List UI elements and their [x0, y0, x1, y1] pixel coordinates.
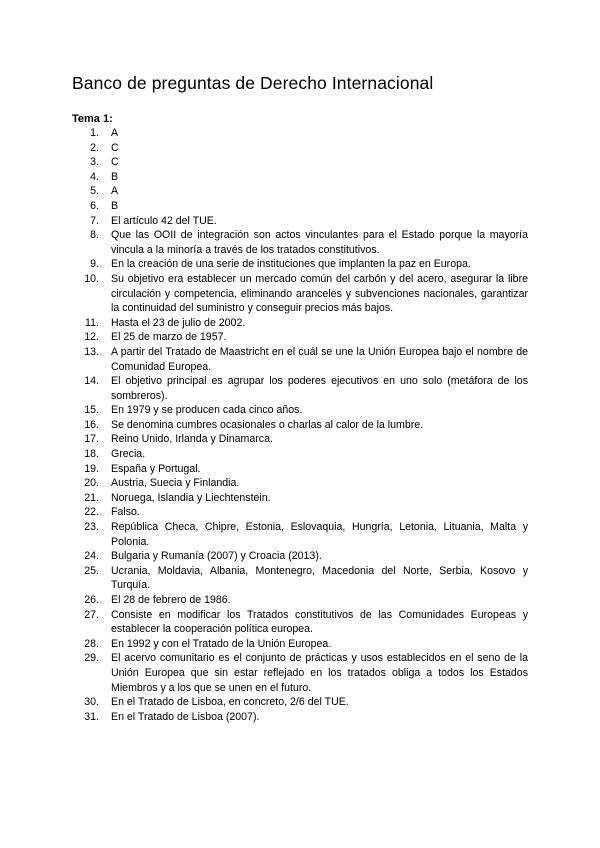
- answer-number: 9.: [90, 258, 99, 271]
- answer-text: Su objetivo era establecer un mercado común del carbón y del acero, asegurar la libre circulación y competencia, eliminando aranceles y subvenciones nacionales, garantizar la continuidad del suministro y conseguir precios más bajos.: [111, 272, 528, 315]
- answer-text: Ucrania, Moldavia, Albania, Montenegro, Macedonia del Norte, Serbia, Kosovo y Turquía.: [111, 564, 528, 592]
- answer-item: [72, 637, 528, 652]
- answer-number: 6.: [90, 199, 99, 212]
- answer-number: 14.: [84, 375, 99, 388]
- answer-item: [72, 272, 528, 316]
- answer-item: [72, 710, 528, 725]
- answer-text: Bulgaria y Rumanía (2007) y Croacia (2013).: [111, 550, 322, 563]
- document-title: Banco de preguntas de Derecho Internacional: [72, 73, 434, 93]
- answer-item: [72, 374, 528, 403]
- answer-number: 30.: [84, 696, 99, 709]
- answer-text: El 25 de marzo de 1957.: [111, 331, 227, 344]
- answer-number: 5.: [90, 185, 99, 198]
- answer-text: El artículo 42 del TUE.: [111, 214, 217, 227]
- answer-number: 25.: [84, 564, 99, 577]
- answer-number: 23.: [84, 521, 99, 534]
- answer-item: [72, 418, 528, 433]
- answer-text: Hasta el 23 de julio de 2002.: [111, 316, 246, 329]
- answer-number: 20.: [84, 477, 99, 490]
- answer-number: 31.: [84, 710, 99, 723]
- answer-number: 12.: [84, 331, 99, 344]
- section-label: Tema 1:: [72, 113, 113, 125]
- answer-number: 4.: [90, 170, 99, 183]
- answer-text: Se denomina cumbres ocasionales o charlas al calor de la lumbre.: [111, 418, 424, 431]
- answer-number: 16.: [84, 418, 99, 431]
- answer-text: Falso.: [111, 506, 140, 519]
- answer-text: C: [111, 156, 119, 169]
- answer-item: [72, 505, 528, 520]
- answer-text: En el Tratado de Lisboa (2007).: [111, 710, 260, 723]
- answer-number: 11.: [85, 316, 99, 329]
- answer-text: El 28 de febrero de 1986.: [111, 594, 231, 606]
- answer-item: [72, 345, 528, 374]
- answer-text: En el Tratado de Lisboa, en concreto, 2/6 del TUE.: [111, 696, 349, 709]
- answer-item: [72, 593, 528, 608]
- answer-number: 19.: [84, 462, 99, 475]
- answer-text: Grecia.: [111, 448, 146, 461]
- answer-item: [72, 695, 528, 710]
- answer-text: A: [111, 185, 119, 198]
- answer-list: [72, 126, 528, 724]
- answer-item: [72, 184, 528, 199]
- answer-text: A: [111, 127, 119, 139]
- answer-text: B: [111, 199, 119, 212]
- answer-text: En 1992 y con el Tratado de la Unión Europea.: [111, 637, 332, 650]
- answer-item: [72, 155, 528, 170]
- answer-item: [72, 257, 528, 272]
- answer-item: [72, 608, 528, 637]
- answer-text: Austria, Suecia y Finlandia.: [111, 477, 240, 490]
- answer-text: Reino Unido, Irlanda y Dinamarca.: [111, 433, 273, 446]
- answer-item: [72, 199, 528, 214]
- answer-item: [72, 214, 528, 229]
- answer-item: [72, 141, 528, 156]
- answer-item: [72, 228, 528, 257]
- answer-item: [72, 491, 528, 506]
- answer-text: España y Portugal.: [111, 462, 201, 475]
- answer-item: [72, 126, 528, 141]
- answer-number: 15.: [84, 404, 99, 417]
- answer-number: 21.: [84, 491, 99, 504]
- answer-number: 7.: [90, 214, 99, 227]
- answer-item: [72, 564, 528, 593]
- answer-text: Noruega, Islandia y Liechtenstein.: [111, 491, 271, 504]
- answer-number: 24.: [84, 550, 99, 563]
- answer-number: 18.: [84, 448, 99, 461]
- answer-number: 8.: [90, 229, 99, 242]
- answer-item: [72, 520, 528, 549]
- answer-text: Que las OOII de integración son actos vinculantes para el Estado porque la mayoría vincula a la minoría a través de los tratados constitutivos.: [111, 229, 528, 256]
- answer-text: B: [111, 170, 119, 183]
- answer-text: El objetivo principal es agrupar los poderes ejecutivos en uno solo (metáfora de los sombreros).: [111, 375, 528, 402]
- answer-number: 3.: [90, 156, 99, 169]
- answer-item: [72, 462, 528, 477]
- answer-number: 10.: [84, 272, 99, 285]
- answer-text: El acervo comunitario es el conjunto de prácticas y usos establecidos en el seno de la Unión Europea que sin estar reflejado en los tratados obliga a todos los Estados Miembros y a los que se unen en el futuro.: [111, 652, 528, 694]
- answer-item: [72, 447, 528, 462]
- answer-text: En 1979 y se producen cada cinco años.: [111, 404, 303, 417]
- answer-number: 28.: [84, 637, 99, 650]
- answer-number: 22.: [84, 506, 99, 519]
- answer-item: [72, 403, 528, 418]
- answer-text: En la creación de una serie de instituciones que implanten la paz en Europa.: [111, 258, 471, 271]
- answer-item: [72, 651, 528, 695]
- answer-text: A partir del Tratado de Maastricht en el cuál se une la Unión Europea bajo el nombre de Comunidad Europea.: [111, 345, 528, 373]
- answer-number: 29.: [84, 652, 99, 665]
- answer-item: [72, 549, 528, 564]
- answer-number: 17.: [84, 433, 99, 446]
- answer-text: Consiste en modificar los Tratados constitutivos de las Comunidades Europeas y establecer la cooperación política europea.: [111, 608, 528, 636]
- answer-number: 26.: [84, 594, 99, 606]
- answer-text: República Checa, Chipre, Estonia, Eslovaquia, Hungría, Letonia, Lituania, Malta y Polonia.: [111, 521, 528, 548]
- answer-item: [72, 170, 528, 185]
- answer-text: C: [111, 141, 119, 154]
- answer-item: [72, 330, 528, 345]
- answer-item: [72, 432, 528, 447]
- answer-number: 13.: [84, 345, 99, 358]
- answer-number: 2.: [90, 141, 99, 154]
- answer-item: [72, 476, 528, 491]
- answer-number: 1.: [90, 127, 99, 139]
- answer-number: 27.: [84, 608, 99, 621]
- answer-item: [72, 316, 528, 331]
